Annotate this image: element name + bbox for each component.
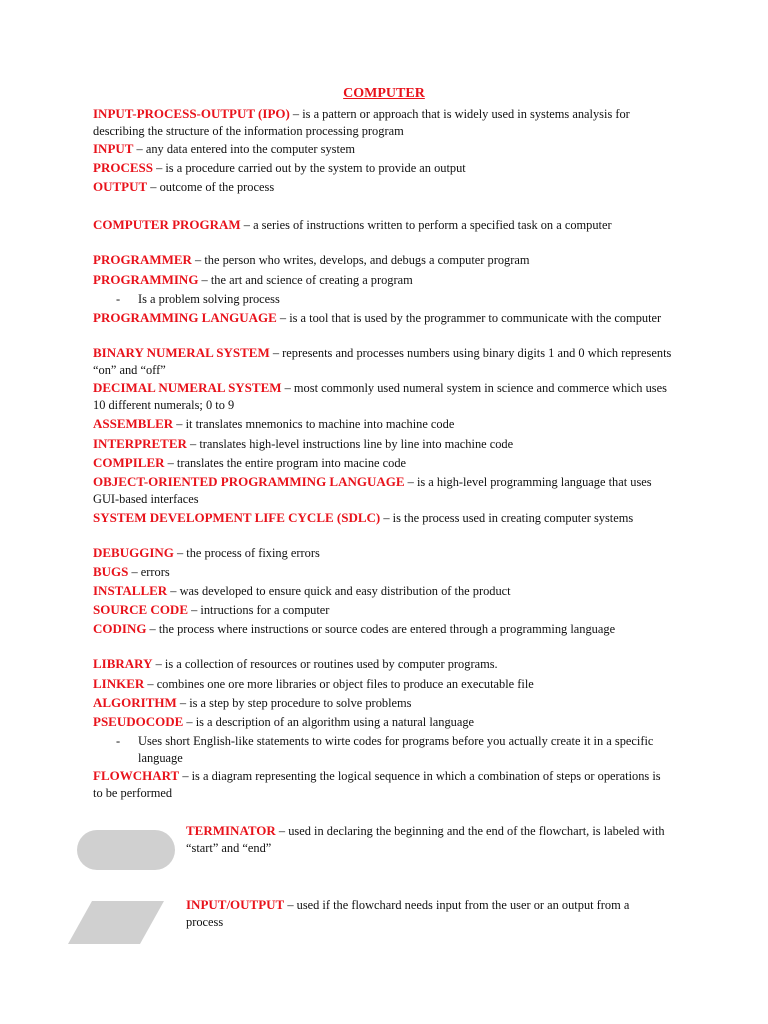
definition-term: OUTPUT [93, 179, 148, 194]
definition-text: – is a procedure carried out by the system to provide an output [152, 161, 466, 175]
definition-term: PROGRAMMING LANGUAGE [93, 310, 277, 325]
definition-term: INTERPRETER [93, 436, 187, 451]
definition-term: LIBRARY [93, 656, 153, 671]
symbol-term: TERMINATOR [186, 823, 276, 838]
definition-term: COMPUTER PROGRAM [93, 217, 241, 232]
definition-entry [93, 510, 673, 527]
definition-entry [93, 455, 673, 472]
symbol-entry [186, 897, 666, 930]
definition-term: FLOWCHART [93, 768, 180, 783]
bullet-text: Is a problem solving process [138, 292, 280, 306]
definition-entry [93, 583, 673, 600]
definition-term: OBJECT-ORIENTED PROGRAMMING LANGUAGE [93, 474, 405, 489]
definition-text: – any data entered into the computer system [133, 142, 356, 156]
definition-entry [93, 436, 673, 453]
symbol-text: – used if the flowchard needs input from the user or an output from a process [186, 898, 630, 929]
definition-entry [93, 714, 673, 731]
definition-term: PROGRAMMING [93, 272, 199, 287]
definition-text: – intructions for a computer [188, 603, 330, 617]
definition-text: – is the process used in creating computer systems [380, 511, 634, 525]
definition-text: – is a step by step procedure to solve problems [176, 696, 412, 710]
definition-entry [93, 272, 673, 289]
definition-entry [93, 106, 673, 139]
definition-text: – represents and processes numbers using binary digits 1 and 0 which represents “on” and “off” [93, 346, 672, 377]
definition-entry [93, 621, 673, 638]
definition-text: – is a description of an algorithm using a natural language [183, 715, 475, 729]
definition-text: – it translates mnemonics to machine into machine code [173, 417, 455, 431]
definition-entry [93, 564, 673, 581]
definition-text: – is a pattern or approach that is widely used in systems analysis for describing the structure of the information processing program [93, 107, 630, 138]
definition-text: – the process of fixing errors [173, 546, 320, 560]
definition-text: – the process where instructions or source codes are entered through a programming language [146, 622, 616, 636]
definition-entry [93, 380, 673, 413]
definition-text: – errors [128, 565, 170, 579]
definition-entry [93, 252, 673, 269]
definition-term: SOURCE CODE [93, 602, 188, 617]
definition-term: BINARY NUMERAL SYSTEM [93, 345, 270, 360]
definition-text: – is a tool that is used by the programmer to communicate with the computer [276, 311, 662, 325]
definition-term: INPUT-PROCESS-OUTPUT (IPO) [93, 106, 290, 121]
definition-entry [93, 160, 673, 177]
definition-entry [93, 602, 673, 619]
definition-entry [93, 179, 673, 196]
bullet-text: Uses short English-like statements to wirte codes for programs before you actually create it in a specific language [138, 734, 654, 765]
definition-term: SYSTEM DEVELOPMENT LIFE CYCLE (SDLC) [93, 510, 381, 525]
definition-term: PROCESS [93, 160, 153, 175]
definition-text: – a series of instructions written to perform a specified task on a computer [240, 218, 612, 232]
definition-text: – is a collection of resources or routines used by computer programs. [152, 657, 498, 671]
definition-entry [93, 545, 673, 562]
definition-entry [93, 345, 673, 378]
definition-text: – translates high-level instructions line by line into machine code [186, 437, 514, 451]
definition-text: – most commonly used numeral system in science and commerce which uses 10 different numerals; 0 to 9 [93, 381, 667, 412]
definition-term: CODING [93, 621, 147, 636]
definition-term: INPUT [93, 141, 134, 156]
definition-text: – the person who writes, develops, and debugs a computer program [191, 253, 530, 267]
bullet-item [116, 291, 676, 308]
definition-term: COMPILER [93, 455, 165, 470]
symbol-entry [186, 823, 666, 856]
definition-term: LINKER [93, 676, 145, 691]
bullet-dash: - [116, 292, 121, 306]
definition-text: – is a high-level programming language that uses GUI-based interfaces [93, 475, 652, 506]
definition-entry [93, 416, 673, 433]
document-title: COMPUTER [343, 86, 425, 101]
definition-entry [93, 474, 673, 507]
definition-term: ASSEMBLER [93, 416, 174, 431]
symbol-term: INPUT/OUTPUT [186, 897, 285, 912]
definition-entry [93, 695, 673, 712]
definition-text: – the art and science of creating a program [198, 273, 413, 287]
symbol-text: – used in declaring the beginning and the end of the flowchart, is labeled with “start” and “end” [186, 824, 665, 855]
bullet-dash: - [116, 734, 121, 748]
definition-term: DECIMAL NUMERAL SYSTEM [93, 380, 282, 395]
definition-term: ALGORITHM [93, 695, 177, 710]
definition-entry [93, 656, 673, 673]
definition-entry [93, 141, 673, 158]
definition-text: – was developed to ensure quick and easy distribution of the product [167, 584, 511, 598]
definition-term: BUGS [93, 564, 129, 579]
definition-text: – translates the entire program into macine code [164, 456, 407, 470]
definition-text: – outcome of the process [147, 180, 275, 194]
definition-entry [93, 217, 673, 234]
definition-term: PROGRAMMER [93, 252, 192, 267]
definition-term: DEBUGGING [93, 545, 174, 560]
definition-entry [93, 768, 673, 801]
definition-entry [93, 676, 673, 693]
definition-term: INSTALLER [93, 583, 168, 598]
definition-text: – combines one ore more libraries or object files to produce an executable file [144, 677, 534, 691]
terminator-shape-icon [77, 830, 175, 870]
bullet-item [116, 733, 676, 765]
parallelogram-shape-icon [68, 901, 164, 944]
definition-text: – is a diagram representing the logical sequence in which a combination of steps or operations is to be performed [93, 769, 661, 800]
definition-term: PSEUDOCODE [93, 714, 184, 729]
definition-entry [93, 310, 673, 327]
